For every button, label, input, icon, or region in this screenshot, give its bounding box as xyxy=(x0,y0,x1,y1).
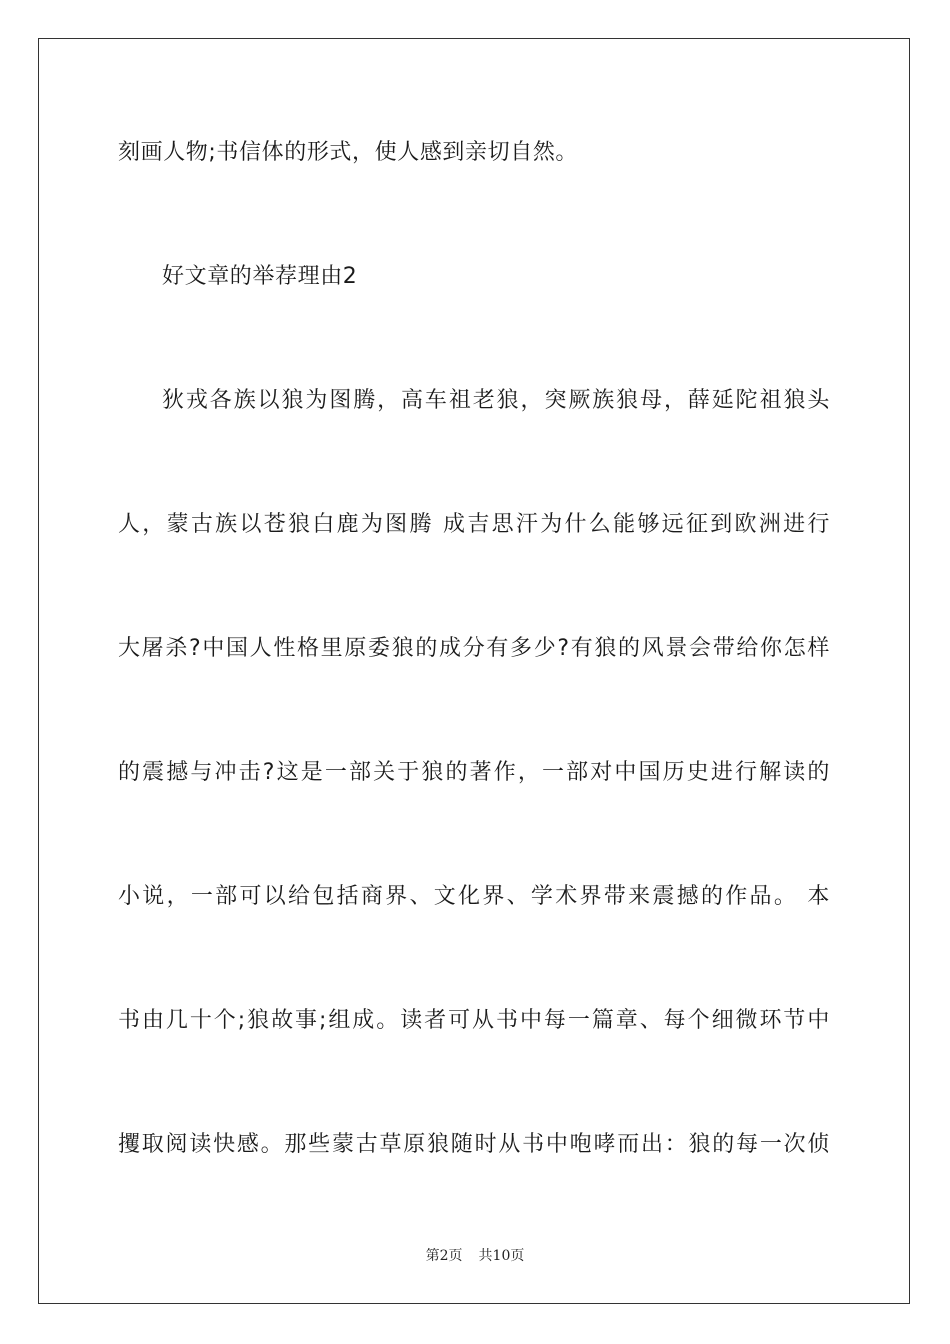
page-total: 共10页 xyxy=(478,1248,525,1264)
paragraph-line: 的震撼与冲击?这是一部关于狼的著作，一部对中国历史进行解读的 xyxy=(118,760,830,785)
paragraph-line: 人，蒙古族以苍狼白鹿为图腾 成吉思汗为什么能够远征到欧洲进行 xyxy=(118,512,830,537)
paragraph-line: 大屠杀?中国人性格里原委狼的成分有多少?有狼的风景会带给你怎样 xyxy=(118,636,830,661)
paragraph-line: 书由几十个;狼故事;组成。读者可从书中每一篇章、每个细微环节中 xyxy=(118,1008,830,1033)
paragraph-line: 狄戎各族以狼为图腾，高车祖老狼，突厥族狼母，薛延陀祖狼头 xyxy=(162,388,830,413)
section-heading: 好文章的举荐理由2 xyxy=(162,264,358,289)
page-footer xyxy=(0,1246,950,1266)
paragraph-line: 小说，一部可以给包括商界、文化界、学术界带来震撼的作品。 本 xyxy=(118,884,830,909)
page-border xyxy=(38,38,910,1304)
paragraph-line: 刻画人物;书信体的形式，使人感到亲切自然。 xyxy=(118,140,579,165)
paragraph-line: 攫取阅读快感。那些蒙古草原狼随时从书中咆哮而出：狼的每一次侦 xyxy=(118,1132,830,1157)
page-number: 第2页 xyxy=(425,1248,463,1264)
